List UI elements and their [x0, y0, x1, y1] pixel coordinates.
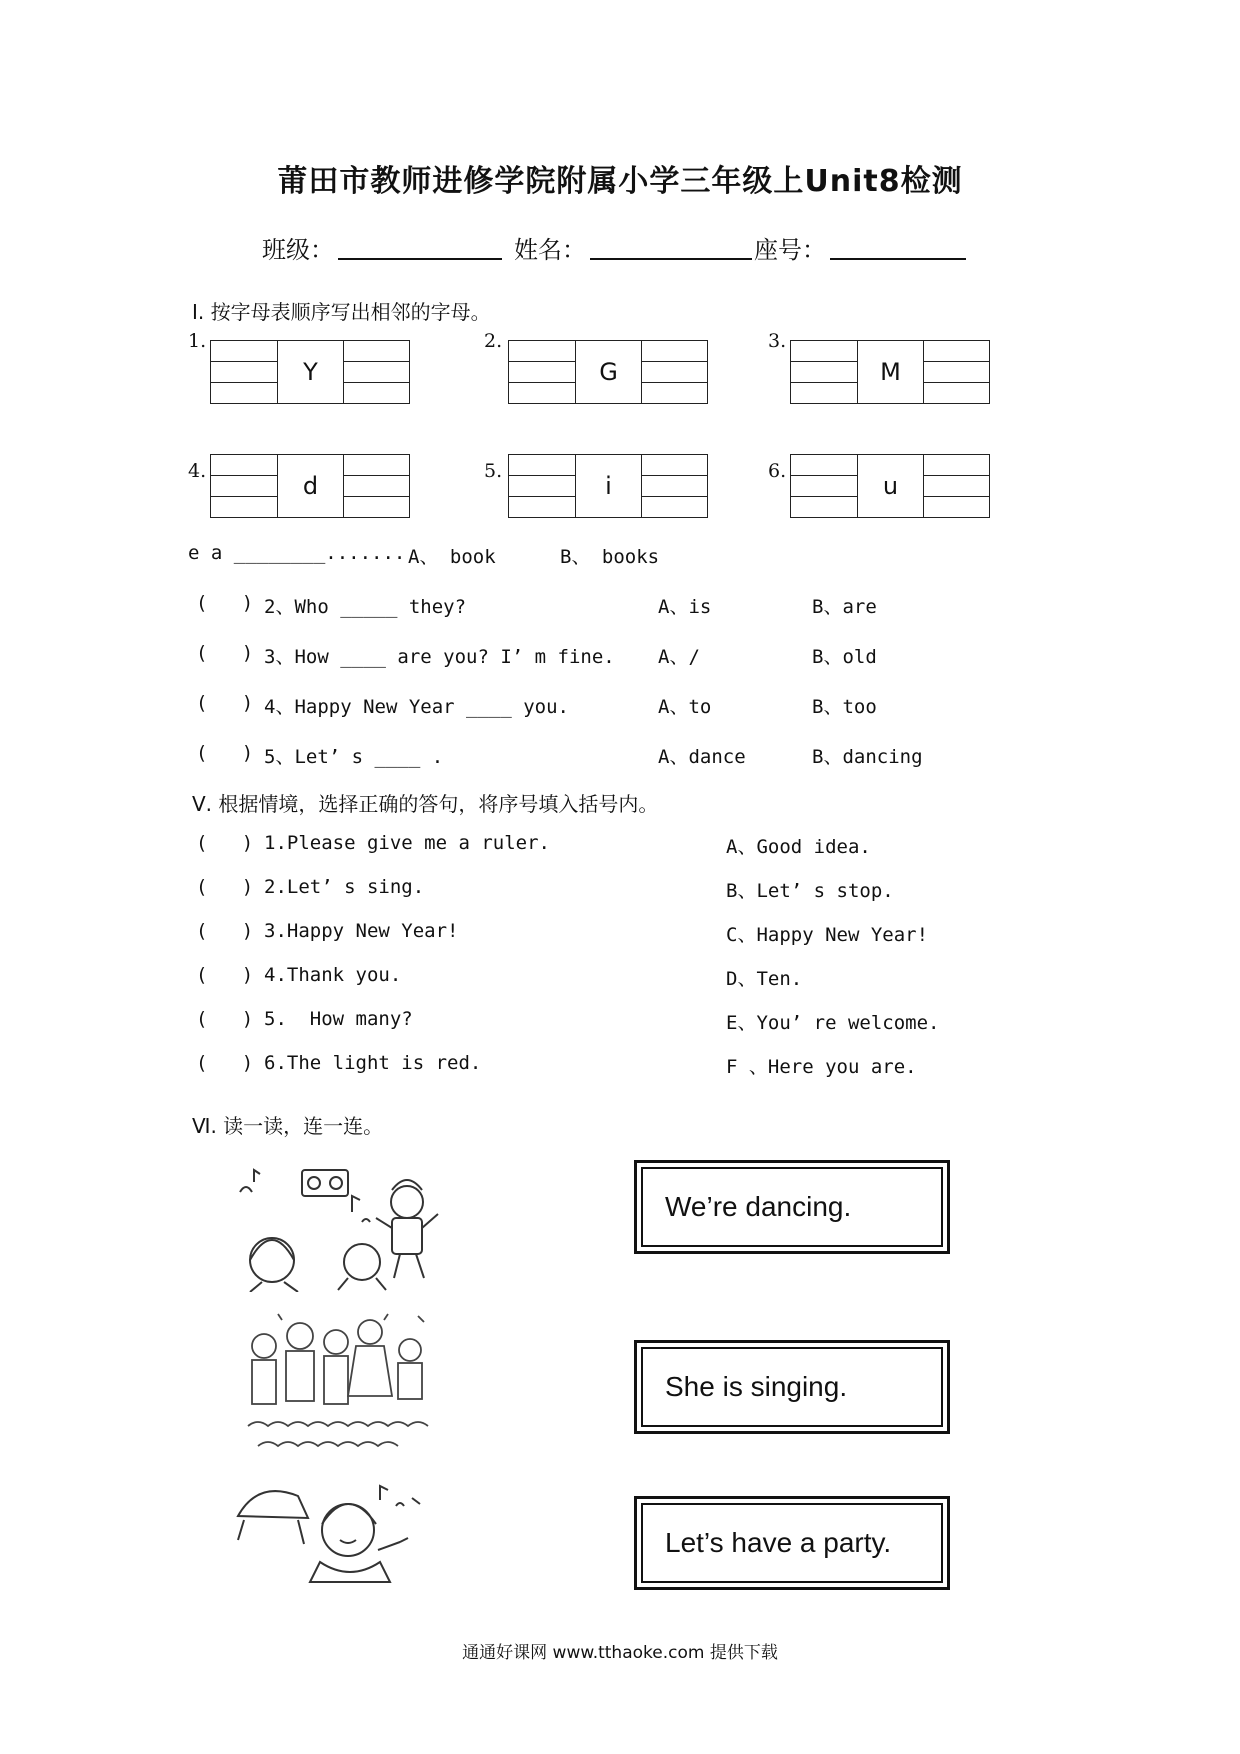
class-label: 班级：: [262, 236, 334, 264]
party-crowd-picture[interactable]: [238, 1306, 438, 1456]
answer-option: E、You’ re welcome.: [726, 1012, 940, 1034]
answer-option: B、Let’ s stop.: [726, 880, 894, 902]
answer-paren[interactable]: ( ): [196, 1008, 254, 1030]
question-text: 3、How ____ are you? I’ m fine.: [264, 646, 615, 668]
given-letter: i: [576, 454, 642, 518]
letter-grid: [508, 454, 708, 518]
question-text: 5、Let’ s ____ .: [264, 746, 444, 768]
section-6-heading: Ⅵ. 读一读，连一连。: [192, 1114, 384, 1138]
answer-option: F 、Here you are.: [726, 1056, 917, 1078]
option-a: A、dance: [658, 746, 746, 768]
answer-paren[interactable]: ( ): [196, 876, 254, 898]
option-b: B、too: [812, 696, 877, 718]
option-b: B、dancing: [812, 746, 923, 768]
sentence-text: She is singing.: [641, 1347, 943, 1427]
dancing-children-picture[interactable]: [232, 1152, 464, 1292]
option-a: A、/: [658, 646, 700, 668]
given-letter: Y: [278, 340, 344, 404]
answer-cell[interactable]: [344, 340, 410, 404]
item-number: 4.: [188, 460, 207, 482]
section-1-heading: Ⅰ. 按字母表顺序写出相邻的字母。: [192, 300, 491, 324]
footer-credit: 通通好课网 www.tthaoke.com 提供下载: [462, 1643, 778, 1663]
question-text: 4.Thank you.: [264, 964, 402, 986]
answer-cell[interactable]: [642, 454, 708, 518]
answer-paren[interactable]: ( ): [196, 920, 254, 942]
letter-grid: [508, 340, 708, 404]
item-number: 2.: [484, 330, 503, 352]
seat-label: 座号：: [754, 236, 826, 264]
question-text: 6.The light is red.: [264, 1052, 482, 1074]
answer-cell[interactable]: [508, 340, 576, 404]
option-b: B、old: [812, 646, 877, 668]
name-label: 姓名：: [514, 236, 586, 264]
sentence-box[interactable]: [634, 1340, 950, 1434]
question-text: 2.Let’ s sing.: [264, 876, 425, 898]
answer-cell[interactable]: [344, 454, 410, 518]
answer-cell[interactable]: [924, 454, 990, 518]
answer-paren[interactable]: ( ): [196, 964, 254, 986]
answer-cell[interactable]: [642, 340, 708, 404]
letter-grid: [210, 454, 410, 518]
section-5-heading: Ⅴ. 根据情境，选择正确的答句，将序号填入括号内。: [192, 792, 659, 816]
answer-cell[interactable]: [790, 340, 858, 404]
letter-grid: [790, 340, 990, 404]
given-letter: G: [576, 340, 642, 404]
option-a: A、is: [658, 596, 712, 618]
given-letter: u: [858, 454, 924, 518]
given-letter: M: [858, 340, 924, 404]
page-title: 莆田市教师进修学院附属小学三年级上Unit8检测: [277, 164, 963, 199]
question-text: 2、Who _____ they?: [264, 596, 467, 618]
letter-grid: [790, 454, 990, 518]
given-letter: d: [278, 454, 344, 518]
answer-option: A、Good idea.: [726, 836, 871, 858]
question-text: 4、Happy New Year ____ you.: [264, 696, 569, 718]
option-a: A、to: [658, 696, 712, 718]
answer-cell[interactable]: [790, 454, 858, 518]
option-b: B、 books: [560, 546, 660, 568]
partial-question: e a ________.......: [188, 542, 406, 564]
answer-option: D、Ten.: [726, 968, 803, 990]
answer-paren[interactable]: ( ): [196, 592, 254, 614]
answer-paren[interactable]: ( ): [196, 692, 254, 714]
answer-option: C、Happy New Year!: [726, 924, 929, 946]
option-b: B、are: [812, 596, 877, 618]
question-text: 3.Happy New Year!: [264, 920, 459, 942]
sentence-text: We’re dancing.: [641, 1167, 943, 1247]
sentence-text: Let’s have a party.: [641, 1503, 943, 1583]
item-number: 3.: [768, 330, 787, 352]
seat-field[interactable]: [830, 232, 966, 260]
answer-paren[interactable]: ( ): [196, 1052, 254, 1074]
name-field[interactable]: [590, 232, 752, 260]
sentence-box[interactable]: [634, 1496, 950, 1590]
item-number: 6.: [768, 460, 787, 482]
answer-paren[interactable]: ( ): [196, 742, 254, 764]
singing-girl-picture[interactable]: [228, 1476, 436, 1586]
answer-paren[interactable]: ( ): [196, 832, 254, 854]
answer-cell[interactable]: [924, 340, 990, 404]
answer-cell[interactable]: [210, 340, 278, 404]
item-number: 5.: [484, 460, 503, 482]
item-number: 1.: [188, 330, 207, 352]
class-field[interactable]: [338, 232, 502, 260]
answer-cell[interactable]: [508, 454, 576, 518]
option-a: A、 book: [408, 546, 496, 568]
sentence-box[interactable]: [634, 1160, 950, 1254]
question-text: 5. How many?: [264, 1008, 413, 1030]
answer-cell[interactable]: [210, 454, 278, 518]
letter-grid: [210, 340, 410, 404]
question-text: 1.Please give me a ruler.: [264, 832, 550, 854]
answer-paren[interactable]: ( ): [196, 642, 254, 664]
